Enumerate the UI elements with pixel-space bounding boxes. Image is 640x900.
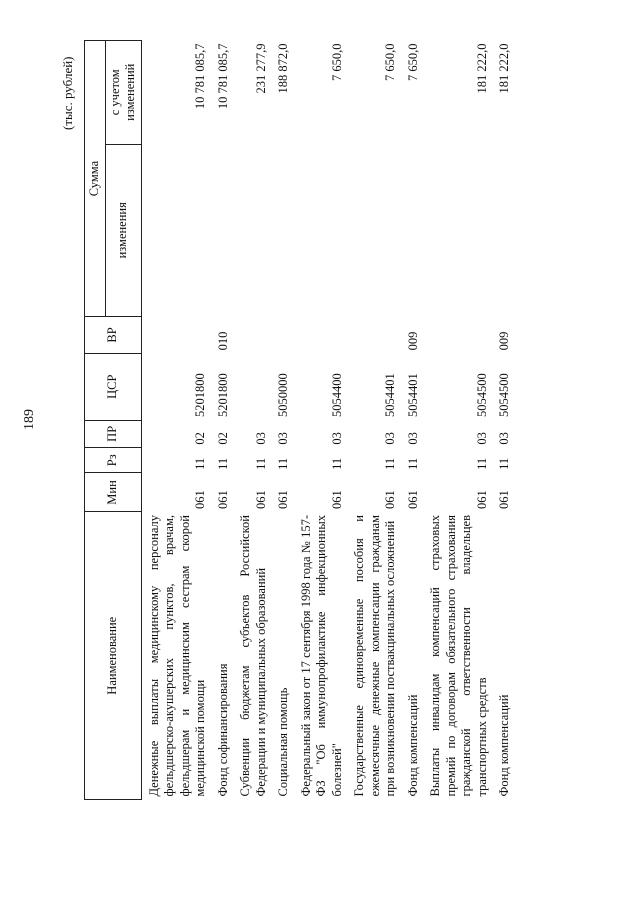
header-rz: Рз: [85, 448, 142, 473]
row-csr: [233, 353, 271, 420]
row-total: 7 650,0: [383, 43, 397, 81]
row-rz: 11: [253, 457, 268, 470]
row-changes: [423, 144, 492, 317]
header-vr: ВР: [85, 317, 142, 354]
table-row: [423, 41, 492, 800]
row-name: Денежные выплаты медицинскому персоналу фельдшерско-акушерских пунктов, врачам, фельдшерам и медицинским сестрам скорой медицинской помощи: [146, 515, 207, 797]
row-total: 188 872,0: [276, 43, 290, 94]
row-min: 061: [276, 490, 290, 509]
row-rz: 11: [474, 457, 489, 470]
table-row: [294, 41, 348, 800]
row-csr: 5054401: [383, 373, 397, 418]
row-vr: [423, 317, 492, 354]
table-row: [211, 41, 234, 800]
row-min: 061: [497, 490, 511, 509]
row-vr: [347, 317, 401, 354]
row-pr: 03: [276, 432, 290, 445]
row-min: 061: [253, 490, 268, 509]
row-changes: [211, 144, 234, 317]
table-row: [492, 41, 515, 800]
row-changes: [271, 144, 294, 317]
row-rz: 11: [497, 457, 511, 470]
table-row: [141, 41, 211, 800]
row-name: Федеральный закон от 17 сентября 1998 года № 157-ФЗ "Об иммунопрофилактике инфекционных болезней": [298, 515, 344, 797]
header-with-changes: с учетом изменений: [105, 41, 141, 145]
row-name: Фонд компенсаций: [497, 694, 511, 797]
row-pr: 03: [405, 432, 420, 445]
row-rz: 11: [215, 457, 230, 470]
row-vr: [233, 317, 271, 354]
budget-table: [84, 40, 515, 800]
row-pr: 02: [193, 432, 207, 445]
row-rz: 11: [329, 457, 344, 470]
row-csr: 5050000: [276, 373, 290, 418]
row-min: 061: [193, 490, 207, 509]
row-csr: 5054500: [497, 373, 511, 418]
table-row: [401, 41, 424, 800]
row-min: 061: [405, 490, 420, 509]
row-vr: 009: [405, 331, 420, 351]
row-changes: [233, 144, 271, 317]
row-min: 061: [329, 490, 344, 509]
header-pr: ПР: [85, 420, 142, 448]
header-min: Мин: [85, 473, 142, 512]
header-changes: изменения: [105, 144, 141, 317]
row-vr: 010: [215, 331, 230, 351]
page-number: 189: [22, 409, 37, 430]
table-row: [347, 41, 401, 800]
row-changes: [141, 144, 211, 317]
row-total: 10 781 085,7: [193, 43, 207, 110]
row-pr: 03: [253, 432, 268, 445]
row-total: 10 781 085,7: [215, 43, 230, 110]
table-body: [141, 41, 515, 800]
units-label: (тыс. рублей): [60, 56, 75, 130]
row-total: 181 222,0: [474, 43, 489, 94]
row-csr: 5201800: [215, 373, 230, 418]
row-min: 061: [215, 490, 230, 509]
row-total: 231 277,9: [253, 43, 268, 94]
row-vr: [271, 317, 294, 354]
table-row: [233, 41, 271, 800]
row-vr: 009: [497, 331, 511, 351]
row-pr: 03: [329, 432, 344, 445]
row-csr: 5201800: [193, 373, 207, 418]
row-name: Социальная помощь: [276, 687, 290, 797]
row-pr: 03: [474, 432, 489, 445]
row-total: 7 650,0: [405, 43, 420, 81]
header-sum: Сумма: [85, 41, 106, 317]
row-csr: 5054400: [329, 373, 344, 418]
row-csr: 5054401: [405, 373, 420, 418]
row-changes: [401, 144, 424, 317]
row-pr: 03: [497, 432, 511, 445]
row-vr: [141, 317, 211, 354]
row-csr: 5054500: [474, 373, 489, 418]
row-name: Выплаты инвалидам компенсаций страховых премий по договорам обязательного страхования гражданской ответственности владельцев транспортных средств: [428, 515, 489, 797]
row-pr: 02: [215, 432, 230, 445]
row-rz: 11: [276, 457, 290, 470]
table-row: [271, 41, 294, 800]
row-pr: 03: [383, 432, 397, 445]
row-total: 181 222,0: [497, 43, 511, 94]
row-vr: [294, 317, 348, 354]
row-rz: 11: [383, 457, 397, 470]
row-name: Фонд софинансирования: [215, 663, 230, 797]
row-rz: 11: [405, 457, 420, 470]
row-name: Субвенции бюджетам субъектов Российской Федерации и муниципальных образований: [238, 515, 268, 797]
table-header: [85, 41, 142, 800]
row-min: 061: [474, 490, 489, 509]
header-csr: ЦСР: [85, 353, 142, 420]
row-min: 061: [383, 490, 397, 509]
row-name: Фонд компенсаций: [405, 694, 420, 797]
header-name: Наименование: [85, 512, 142, 800]
row-rz: 11: [193, 457, 207, 470]
row-name: Государственные единовременные пособия и ежемесячные денежные компенсации гражданам при возникновении поствакцинальных осложнений: [352, 515, 397, 797]
row-changes: [294, 144, 348, 317]
row-total: 7 650,0: [329, 43, 344, 81]
row-changes: [347, 144, 401, 317]
row-changes: [492, 144, 515, 317]
